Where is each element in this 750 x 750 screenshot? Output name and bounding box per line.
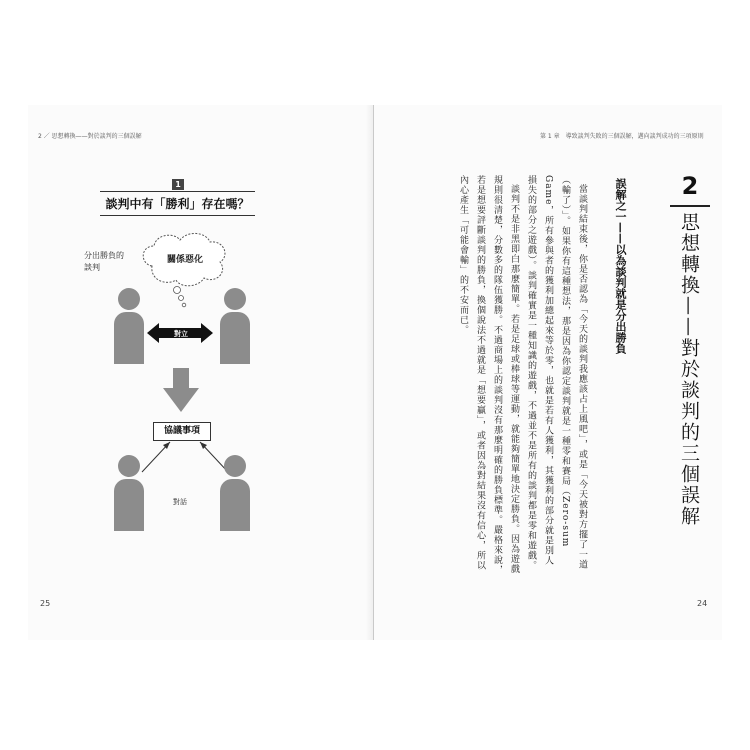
body-paragraph: 當談判結束後，你是否認為「今天的談判我應該占上風吧」，或是「今天被對方擺了一道（輸了）」。如果你有這種想法，那是因為你認定談判就是一種零和賽局（Zero-sum Game，所有參與者的獲利加總起來等於零，也就是若有人獲利，其獲利的部分就是別人損失的部分之遊戲）。談判確實是一種知識的遊戲，不過並不是所有的談判都是零和遊戲。: [526, 175, 587, 571]
thought-cloud-icon: [130, 228, 240, 318]
figure-left-label: 分出勝負的談判: [84, 251, 124, 272]
right-running-head: 第 1 章 導致談判失敗的三個誤解，邁向談判成功的三項原則: [540, 133, 704, 140]
left-running-head: 2 ／ 思想轉換——對於談判的三個誤解: [38, 133, 142, 140]
down-arrow-icon: [163, 368, 199, 412]
body-paragraph: 談判不是非黑即白那麼簡單。若是足球或棒球等運動，就能夠簡單地決定勝負。因為遊戲規則很清楚，分數多的隊伍獲勝。不過商場上的談判沒有那麼明確的勝負標準。嚴格來說，若是想要評斷談判的勝負，換個說法不過就是「想要贏」，或者因為對結果沒有信心，所以內心產生「可能會輸」的不安而已。: [458, 175, 519, 575]
figure-number: 1: [172, 179, 184, 190]
left-page-number: 25: [40, 599, 51, 608]
agreement-box: 協議事項: [153, 422, 211, 441]
chapter-number: 2: [681, 172, 699, 200]
figure-rule-top: [100, 191, 255, 192]
figure-title: 談判中有「勝利」存在嗎？: [105, 197, 250, 211]
right-page-number: 24: [697, 599, 708, 608]
chapter-rule: [670, 205, 710, 207]
oppose-label: 對立: [174, 330, 188, 338]
figure-rule-bottom: [100, 215, 255, 216]
cloud-text: 關係惡化: [166, 255, 203, 265]
body-text: [370, 175, 590, 575]
dialogue-label: 對話: [173, 498, 187, 506]
chapter-title: 思想轉換——對於談判的三個誤解: [678, 212, 700, 527]
section-subtitle: 誤解之一——以為談判就是分出勝負: [614, 178, 627, 354]
pointer-arrows-icon: [130, 436, 240, 476]
